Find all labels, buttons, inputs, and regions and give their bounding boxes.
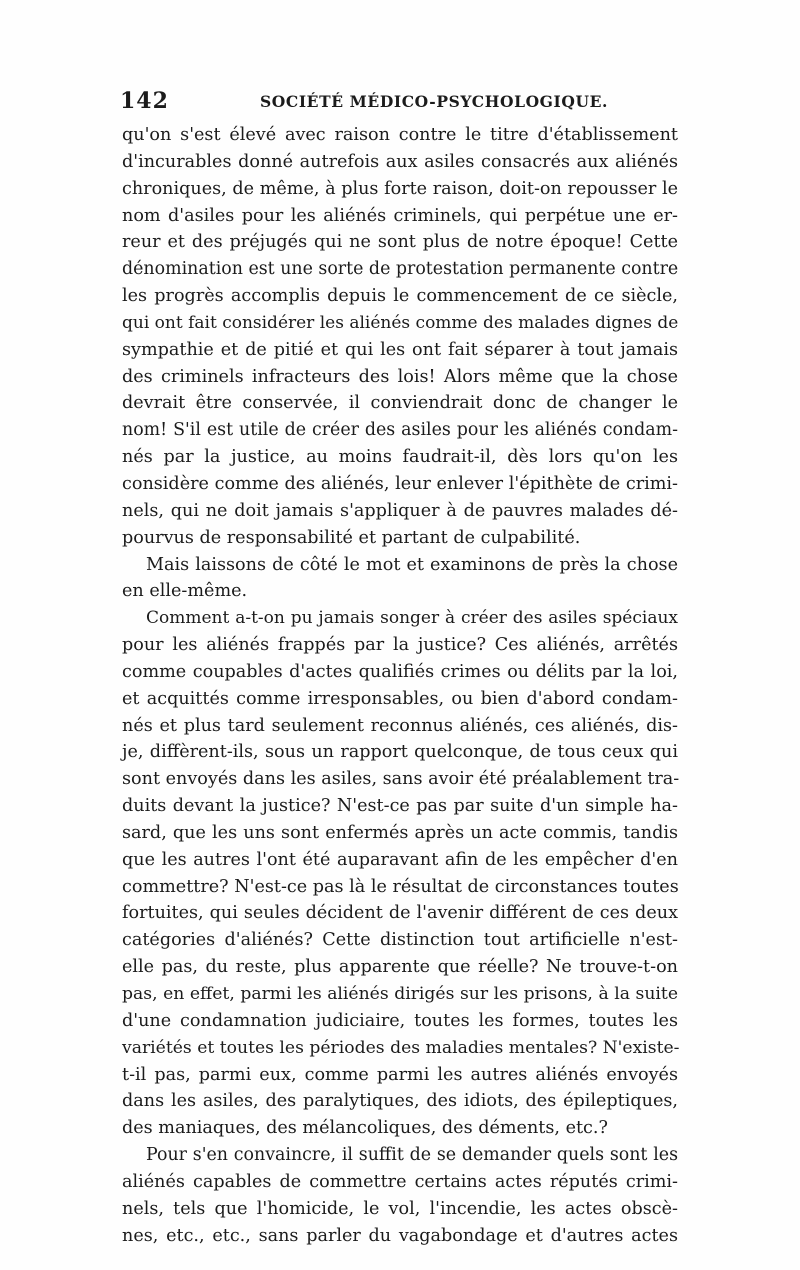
text-line: sympathie et de pitié et qui les ont fait séparer à tout jamais <box>122 339 678 360</box>
text-line: je, diffèrent-ils, sous un rapport quelconque, de tous ceux qui <box>122 742 678 763</box>
text-line: qu'on s'est élevé avec raison contre le titre d'établissement <box>122 125 678 145</box>
page-header <box>120 88 680 118</box>
text-line: duits devant la justice? N'est-ce pas par suite d'un simple ha- <box>122 796 678 817</box>
text-line: fortuites, qui seules décident de l'avenir différent de ces deux <box>122 903 678 924</box>
text-line: qui ont fait considérer les aliénés comme des malades dignes de <box>122 312 679 333</box>
text-line: nom d'asiles pour les aliénés criminels, qui perpétue une er- <box>122 205 678 226</box>
text-line: que les autres l'ont été auparavant afin de les empêcher d'en <box>122 849 678 870</box>
text-line: dans les asiles, des paralytiques, des idiots, des épileptiques, <box>122 1091 678 1112</box>
paragraph-start-line: Comment a-t-on pu jamais songer à créer des asiles spéciaux <box>146 608 678 629</box>
text-line: pas, en effet, parmi les aliénés dirigés sur les prisons, à la suite <box>122 984 678 1004</box>
text-line: nom! S'il est utile de créer des asiles pour les aliénés condam- <box>122 420 678 441</box>
text-line: catégories d'aliénés? Cette distinction tout artificielle n'est- <box>122 930 678 951</box>
paragraph-end-line: pourvus de responsabilité et partant de culpabilité. <box>122 527 581 548</box>
text-line: sard, que les uns sont enfermés après un acte commis, tandis <box>122 822 678 843</box>
text-line: chroniques, de même, à plus forte raison, doit-on repousser le <box>122 178 678 199</box>
body-text <box>122 122 678 1249</box>
text-line: nels, qui ne doit jamais s'appliquer à de pauvres malades dé- <box>122 500 678 521</box>
text-line: reur et des préjugés qui ne sont plus de notre époque! Cette <box>122 232 678 253</box>
text-line: devrait être conservée, il conviendrait donc de changer le <box>122 393 678 414</box>
text-line: d'incurables donné autrefois aux asiles consacrés aux aliénés <box>122 151 678 172</box>
text-line: commettre? N'est-ce pas là le résultat de circonstances toutes <box>122 876 679 897</box>
paragraph-start-line: Pour s'en convaincre, il suffit de se demander quels sont les <box>146 1145 678 1166</box>
text-line: aliénés capables de commettre certains actes réputés crimi- <box>122 1171 678 1192</box>
text-line: comme coupables d'actes qualifiés crimes ou délits par la loi, <box>122 661 678 682</box>
text-line: nés et plus tard seulement reconnus aliénés, ces aliénés, dis- <box>122 715 678 736</box>
text-line: et acquittés comme irresponsables, ou bien d'abord condam- <box>122 688 678 709</box>
paragraph-end-line: des maniaques, des mélancoliques, des déments, etc.? <box>122 1118 608 1139</box>
text-line: d'une condamnation judiciaire, toutes les formes, toutes les <box>122 1010 678 1031</box>
text-line: considère comme des aliénés, leur enlever l'épithète de crimi- <box>122 473 678 494</box>
text-line: nels, tels que l'homicide, le vol, l'incendie, les actes obscè- <box>122 1198 678 1219</box>
text-line: sont envoyés dans les asiles, sans avoir été préalablement tra- <box>122 769 680 790</box>
text-line: pour les aliénés frappés par la justice? Ces aliénés, arrêtés <box>122 635 678 656</box>
running-head: SOCIÉTÉ MÉDICO-PSYCHOLOGIQUE. <box>260 92 608 111</box>
paragraph-end-line: en elle-même. <box>122 581 248 602</box>
text-line: nés par la justice, au moins faudrait-il, dès lors qu'on les <box>122 447 678 468</box>
text-line: dénomination est une sorte de protestation permanente contre <box>122 259 679 280</box>
page-number: 142 <box>120 88 169 114</box>
text-line: elle pas, du reste, plus apparente que réelle? Ne trouve-t-on <box>122 957 678 978</box>
text-line: nes, etc., etc., sans parler du vagabondage et d'autres actes <box>122 1225 678 1246</box>
paragraph-start-line: Mais laissons de côté le mot et examinons de près la chose <box>146 554 678 575</box>
text-line: variétés et toutes les périodes des maladies mentales? N'existe- <box>122 1037 680 1058</box>
text-line: des criminels infracteurs des lois! Alors même que la chose <box>122 366 678 387</box>
text-line: les progrès accomplis depuis le commencement de ce siècle, <box>122 286 678 307</box>
text-line: t-il pas, parmi eux, comme parmi les autres aliénés envoyés <box>122 1064 678 1085</box>
